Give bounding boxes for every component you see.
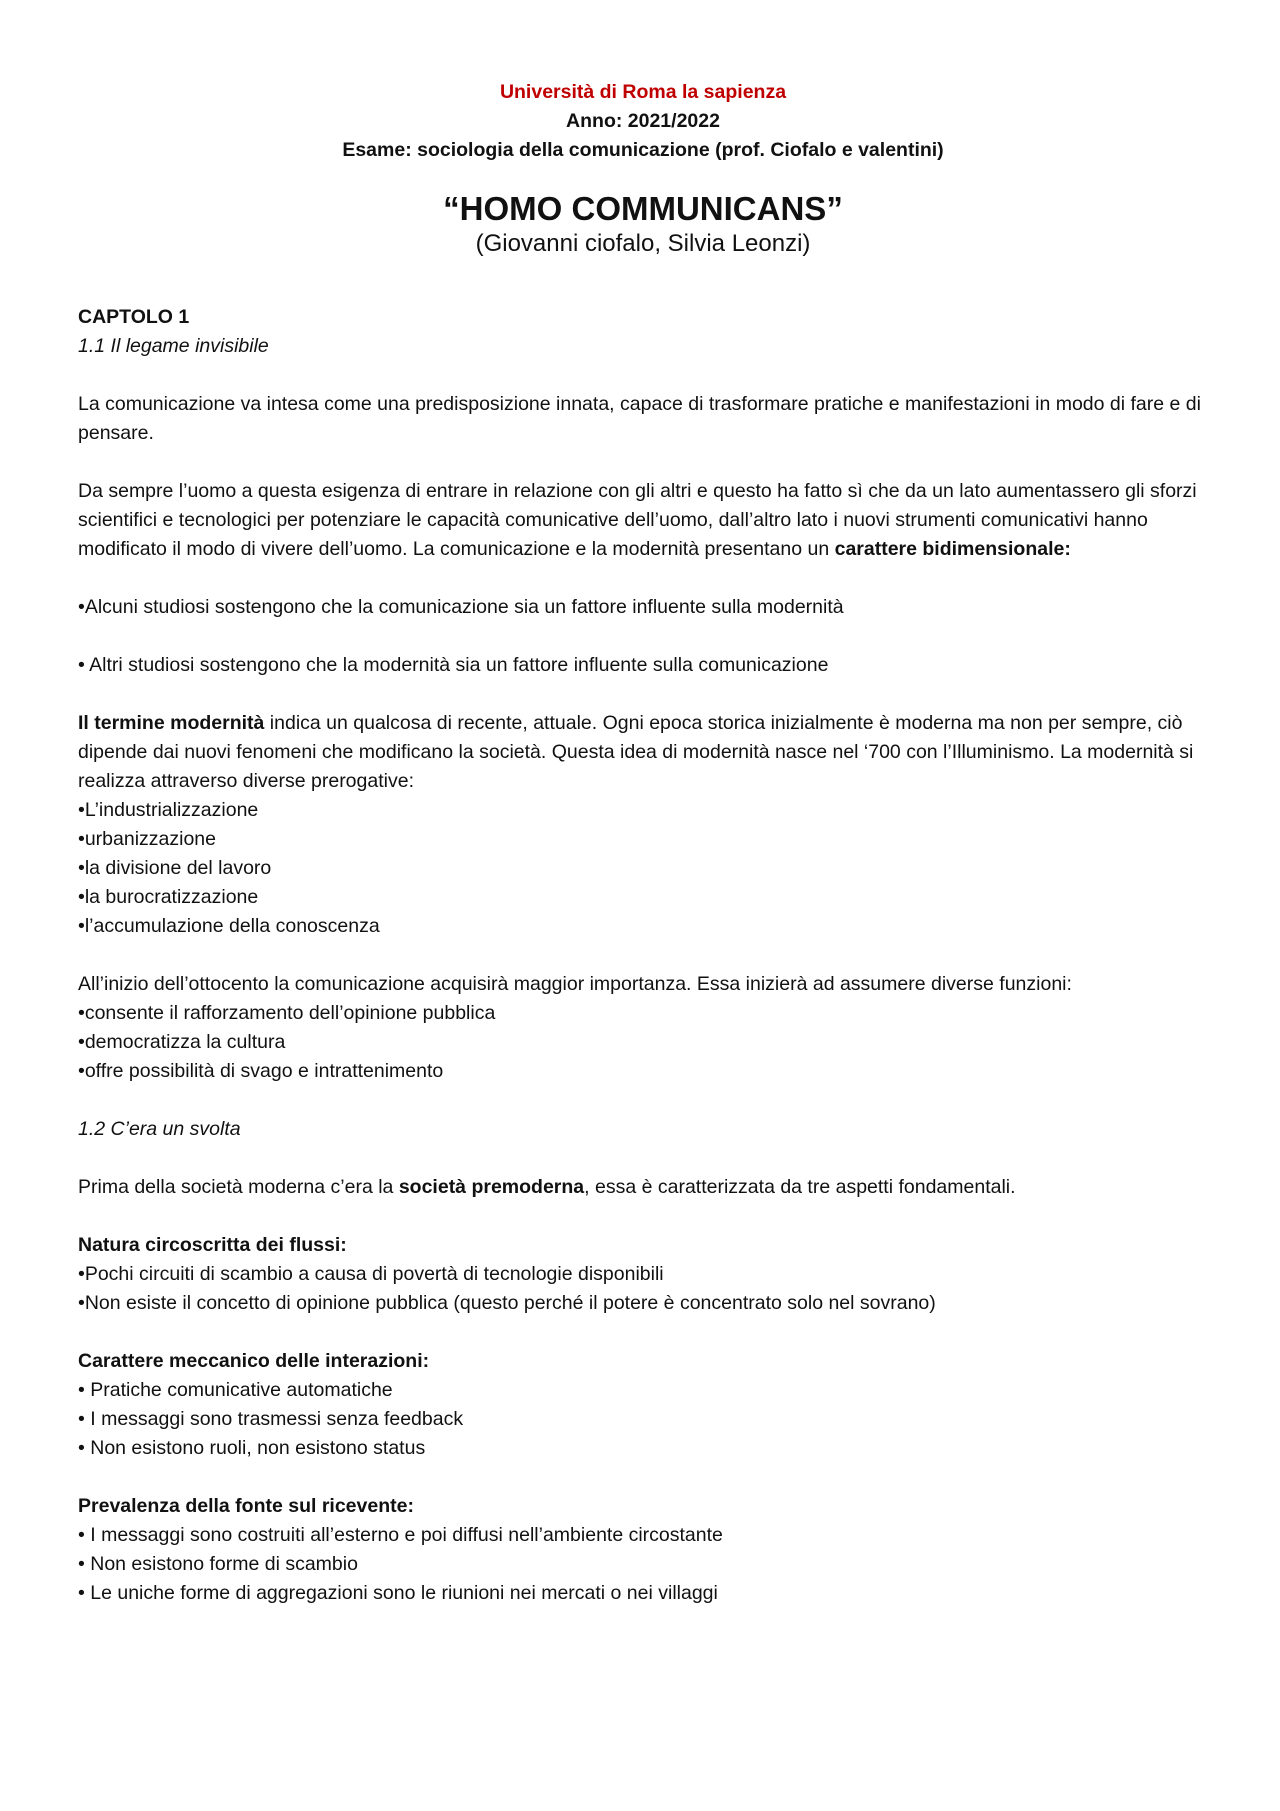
bullet-modernity-a: •Alcuni studiosi sostengono che la comunicazione sia un fattore influente sulla modernità xyxy=(78,596,844,618)
premodern-term: società premoderna xyxy=(398,1176,585,1198)
interactions-list xyxy=(78,1376,1208,1463)
document-title: “HOMO COMMUNICANS” xyxy=(443,190,843,227)
document-page xyxy=(78,78,1208,1608)
paragraph-premodern xyxy=(78,1173,1208,1202)
flows-list xyxy=(78,1260,1208,1318)
list-item: • Le uniche forme di aggregazioni sono le riunioni nei mercati o nei villaggi xyxy=(78,1582,718,1604)
section-heading-1-2: 1.2 C’era un svolta xyxy=(78,1118,241,1140)
list-item: •Non esiste il concetto di opinione pubblica (questo perché il potere è concentrato solo nel sovrano) xyxy=(78,1292,936,1314)
list-item: • I messaggi sono trasmessi senza feedback xyxy=(78,1408,464,1430)
list-item: • Non esistono forme di scambio xyxy=(78,1553,358,1575)
list-item: •democratizza la cultura xyxy=(78,1031,286,1053)
list-item: •offre possibilità di svago e intrattenimento xyxy=(78,1060,444,1082)
list-item: •urbanizzazione xyxy=(78,828,216,850)
group-heading-source: Prevalenza della fonte sul ricevente: xyxy=(78,1495,414,1517)
exam-name: Esame: sociologia della comunicazione (prof. Ciofalo e valentini) xyxy=(342,139,944,161)
paragraph-premodern-post: , essa è caratterizzata da tre aspetti fondamentali. xyxy=(584,1176,1016,1198)
paragraph-functions: All’inizio dell’ottocento la comunicazione acquisirà maggior importanza. Essa inizierà ad assumere diverse funzioni: xyxy=(78,973,1072,995)
academic-year: Anno: 2021/2022 xyxy=(566,110,720,132)
paragraph-modernity xyxy=(78,709,1208,796)
group-heading-interactions: Carattere meccanico delle interazioni: xyxy=(78,1350,430,1372)
bidimensional-term: carattere bidimensionale: xyxy=(834,538,1071,560)
list-item: • I messaggi sono costruiti all’esterno e poi diffusi nell’ambiente circostante xyxy=(78,1524,723,1546)
document-authors: (Giovanni ciofalo, Silvia Leonzi) xyxy=(475,230,811,257)
list-item: •consente il rafforzamento dell’opinione pubblica xyxy=(78,1002,496,1024)
paragraph-bidimensional-text: Da sempre l’uomo a questa esigenza di entrare in relazione con gli altri e questo ha fatto sì che da un lato aumentassero gli sforzi scientifici e tecnologici per potenziare le capacità comunicative dell’uomo, dall’altro lato i nuovi strumenti comunicativi hanno modificato il modo di vivere dell’uomo. La comunicazione e la modernità presentano un xyxy=(78,480,1197,560)
paragraph-intro: La comunicazione va intesa come una predisposizione innata, capace di trasformare pratiche e manifestazioni in modo di fare e di pensare. xyxy=(78,393,1201,444)
chapter-heading: CAPTOLO 1 xyxy=(78,306,190,328)
paragraph-bidimensional xyxy=(78,477,1208,564)
functions-list xyxy=(78,999,1208,1086)
paragraph-modernity-text: indica un qualcosa di recente, attuale. Ogni epoca storica inizialmente è moderna ma non per sempre, ciò dipende dai nuovi fenomeni che modificano la società. Questa idea di modernità nasce nel ‘700 con l’Illuminismo. La modernità si realizza attraverso diverse prerogative: xyxy=(78,712,1194,792)
paragraph-premodern-pre: Prima della società moderna c’era la xyxy=(78,1176,399,1198)
bullet-modernity-b: • Altri studiosi sostengono che la modernità sia un fattore influente sulla comunicazione xyxy=(78,654,829,676)
modernity-term: Il termine modernità xyxy=(78,712,265,734)
list-item: •la divisione del lavoro xyxy=(78,857,272,879)
prerogatives-list xyxy=(78,796,1208,941)
source-list xyxy=(78,1521,1208,1608)
list-item: •l’accumulazione della conoscenza xyxy=(78,915,380,937)
list-item: • Non esistono ruoli, non esistono status xyxy=(78,1437,426,1459)
list-item: • Pratiche comunicative automatiche xyxy=(78,1379,393,1401)
list-item: •la burocratizzazione xyxy=(78,886,259,908)
university-name: Università di Roma la sapienza xyxy=(499,81,787,103)
group-heading-flows: Natura circoscritta dei flussi: xyxy=(78,1234,347,1256)
document-header xyxy=(78,78,1208,259)
list-item: •L’industrializzazione xyxy=(78,799,259,821)
section-heading-1-1: 1.1 Il legame invisibile xyxy=(78,335,269,357)
list-item: •Pochi circuiti di scambio a causa di povertà di tecnologie disponibili xyxy=(78,1263,664,1285)
